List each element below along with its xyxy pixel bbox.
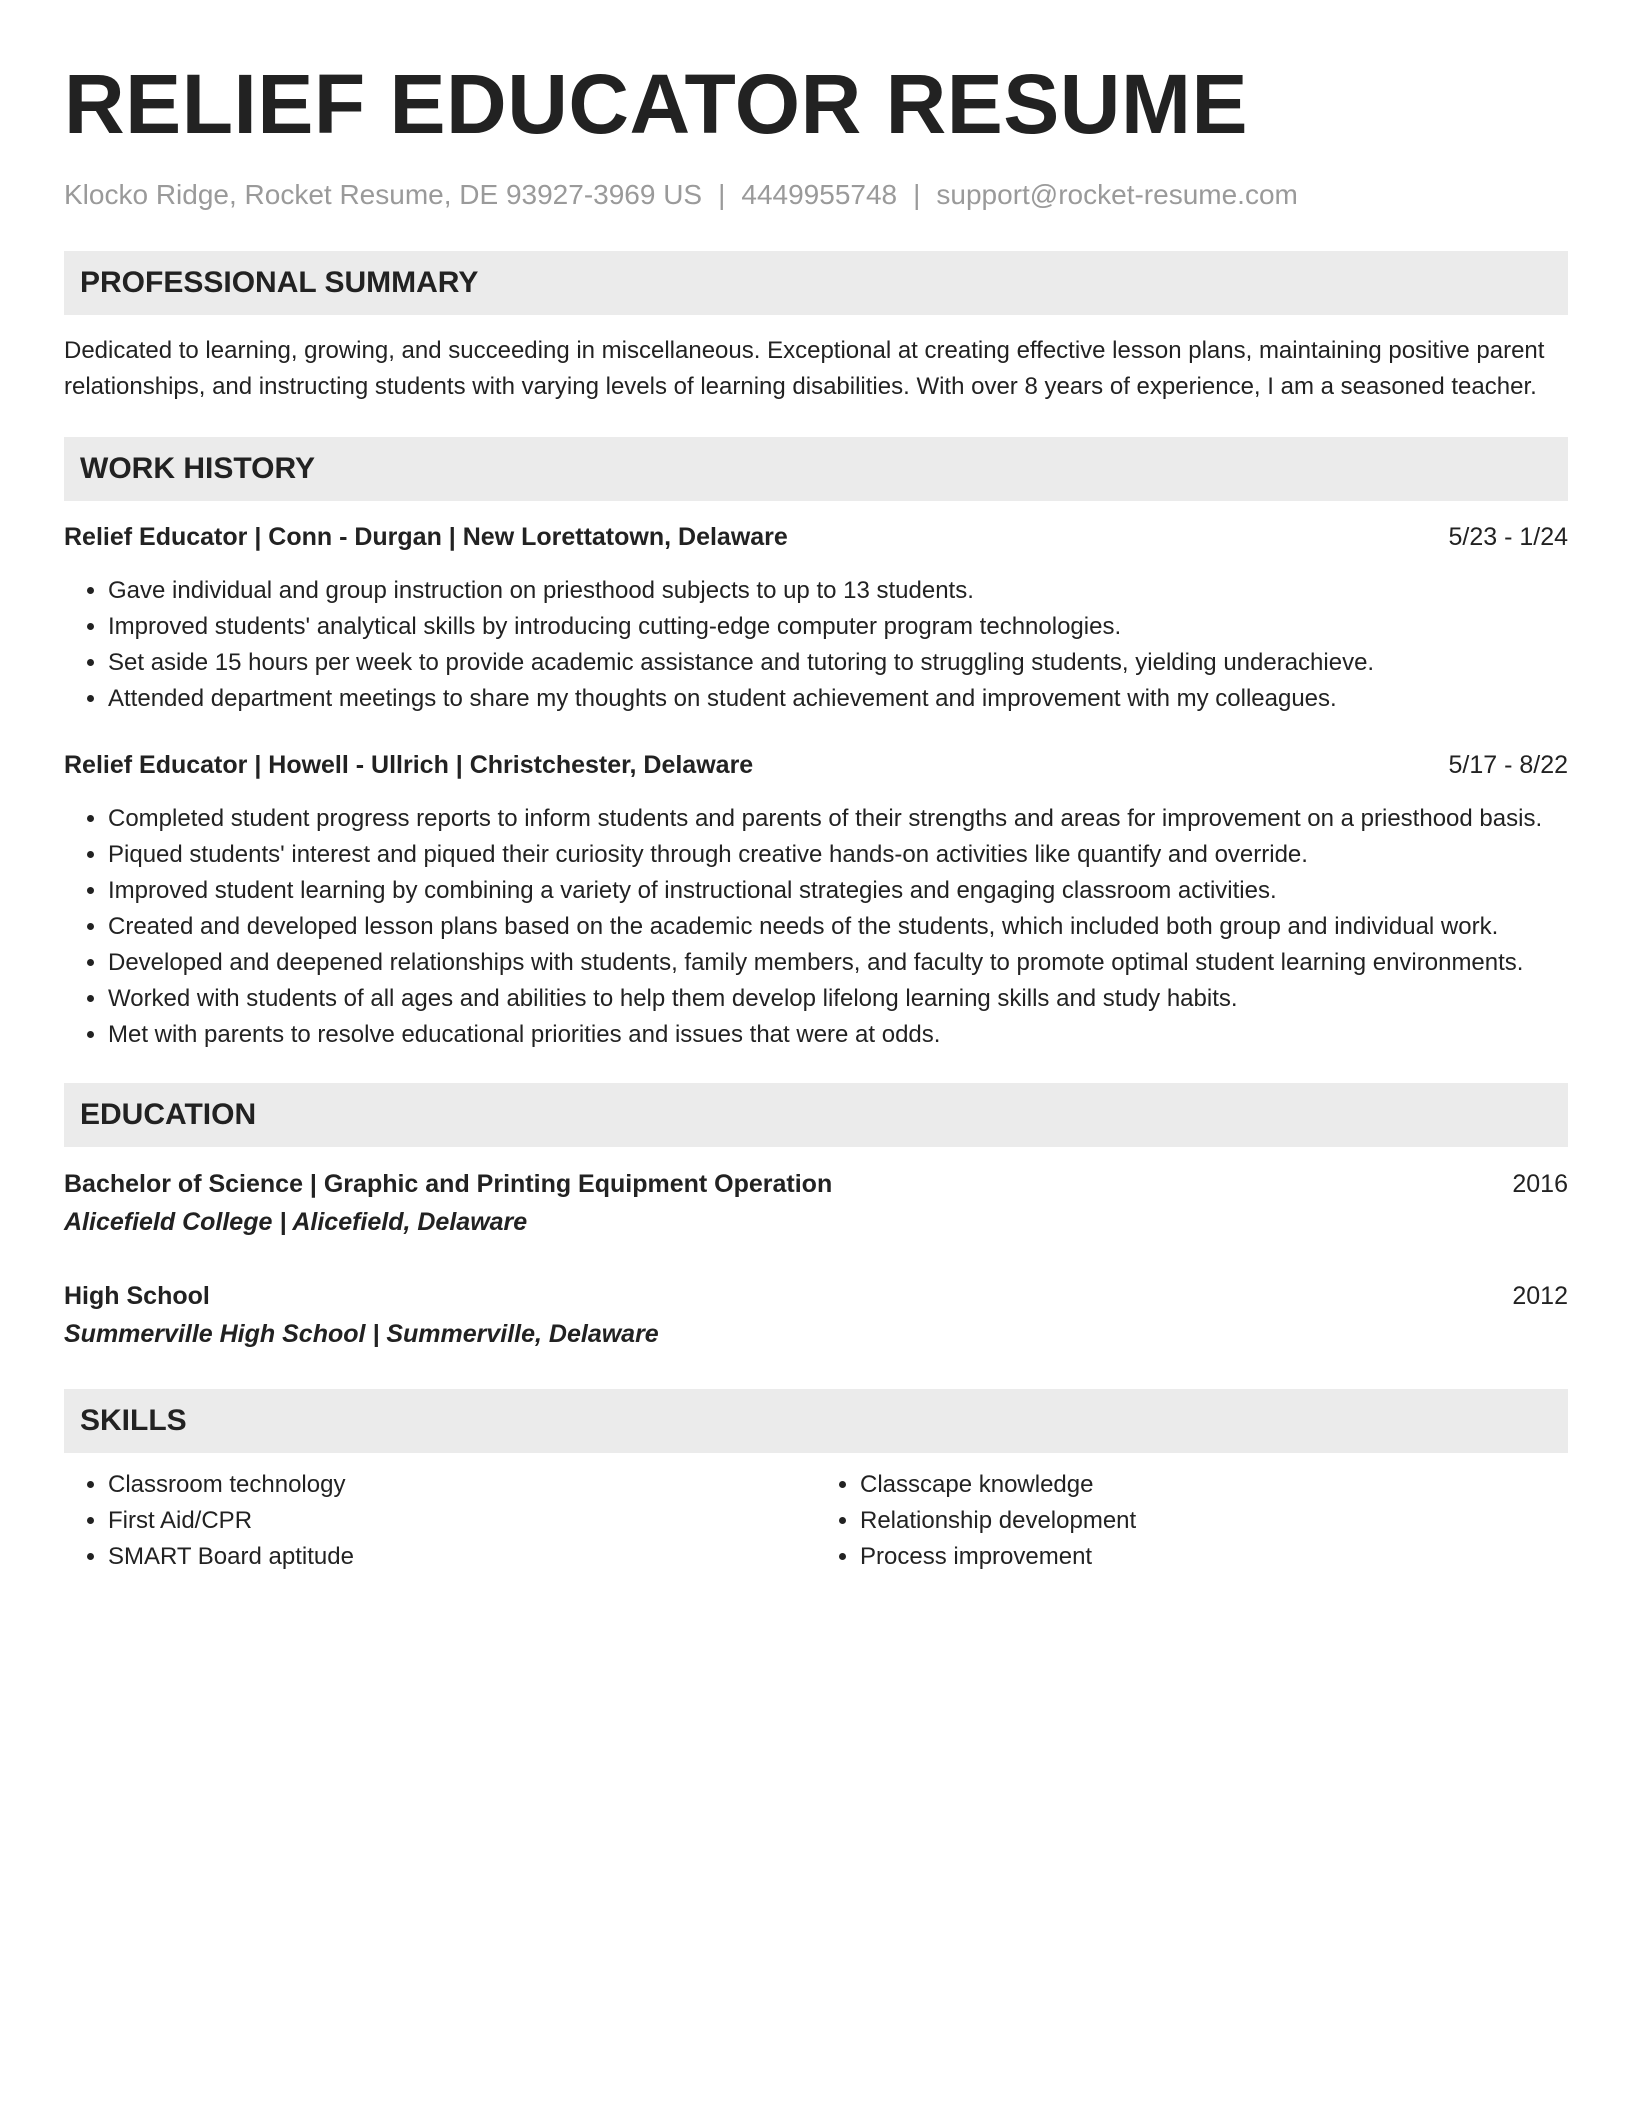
skill-item: • Classroom technology	[108, 1467, 816, 1503]
skill-item: • First Aid/CPR	[108, 1503, 816, 1539]
job-entry	[64, 519, 1568, 717]
job-title-line: Relief Educator | Conn - Durgan | New Lorettatown, Delaware	[64, 523, 788, 551]
contact-separator: |	[913, 179, 921, 210]
education-entry	[64, 1165, 1568, 1241]
job-header	[64, 747, 1568, 783]
education-year: 2012	[1512, 1282, 1568, 1310]
section-work-history	[64, 437, 1568, 1053]
education-degree: Bachelor of Science | Graphic and Printing Equipment Operation	[64, 1170, 833, 1198]
contact-address: Klocko Ridge, Rocket Resume, DE 93927-3969 US	[64, 179, 703, 210]
section-education	[64, 1083, 1568, 1353]
education-year: 2016	[1512, 1170, 1568, 1198]
job-bullet: • Met with parents to resolve educational priorities and issues that were at odds.	[108, 1017, 1568, 1053]
section-heading-skills: SKILLS	[64, 1389, 1568, 1453]
skills-list-left	[64, 1467, 816, 1575]
job-bullets	[64, 801, 1568, 1053]
education-entry	[64, 1277, 1568, 1353]
resume-title: RELIEF EDUCATOR RESUME	[64, 57, 1248, 151]
education-school: Alicefield College | Alicefield, Delaware	[64, 1208, 528, 1236]
job-bullet: • Attended department meetings to share my thoughts on student achievement and improvement with my colleagues.	[108, 681, 1568, 717]
contact-separator: |	[718, 179, 726, 210]
job-header	[64, 519, 1568, 555]
job-bullet: • Developed and deepened relationships with students, family members, and faculty to promote optimal student learning environments.	[108, 945, 1568, 981]
skills-list-right	[816, 1467, 1568, 1575]
education-degree: High School	[64, 1282, 210, 1310]
job-dates: 5/23 - 1/24	[1448, 523, 1568, 551]
section-summary	[64, 251, 1568, 405]
job-dates: 5/17 - 8/22	[1448, 751, 1568, 779]
job-bullet: • Improved students' analytical skills by introducing cutting-edge computer program technologies.	[108, 609, 1568, 645]
job-bullet: • Set aside 15 hours per week to provide academic assistance and tutoring to struggling students, yielding underachieve.	[108, 645, 1568, 681]
skill-item: • Relationship development	[860, 1503, 1568, 1539]
job-entry	[64, 747, 1568, 1053]
education-header	[64, 1277, 1568, 1315]
job-title-line: Relief Educator | Howell - Ullrich | Christchester, Delaware	[64, 751, 754, 779]
job-bullet: • Worked with students of all ages and abilities to help them develop lifelong learning skills and study habits.	[108, 981, 1568, 1017]
job-bullet: • Piqued students' interest and piqued their curiosity through creative hands-on activities like quantify and override.	[108, 837, 1568, 873]
contact-line	[64, 175, 1568, 215]
skills-columns	[64, 1467, 1568, 1575]
section-heading-work-history: WORK HISTORY	[64, 437, 1568, 501]
education-header	[64, 1165, 1568, 1203]
job-bullets	[64, 573, 1568, 717]
education-school: Summerville High School | Summerville, Delaware	[64, 1320, 659, 1348]
skill-item: • Process improvement	[860, 1539, 1568, 1575]
section-heading-summary: PROFESSIONAL SUMMARY	[64, 251, 1568, 315]
job-bullet: • Gave individual and group instruction on priesthood subjects to up to 13 students.	[108, 573, 1568, 609]
job-bullet: • Created and developed lesson plans based on the academic needs of the students, which included both group and individual work.	[108, 909, 1568, 945]
section-skills	[64, 1389, 1568, 1575]
contact-phone: 4449955748	[741, 179, 898, 210]
contact-email: support@rocket-resume.com	[936, 179, 1298, 210]
job-bullet: • Improved student learning by combining a variety of instructional strategies and engaging classroom activities.	[108, 873, 1568, 909]
job-bullet: • Completed student progress reports to inform students and parents of their strengths and areas for improvement on a priesthood basis.	[108, 801, 1568, 837]
skill-item: • SMART Board aptitude	[108, 1539, 816, 1575]
section-heading-education: EDUCATION	[64, 1083, 1568, 1147]
skill-item: • Classcape knowledge	[860, 1467, 1568, 1503]
summary-text: Dedicated to learning, growing, and succeeding in miscellaneous. Exceptional at creating effective lesson plans, maintaining positive parent relationships, and instructing students with varying levels of learning disabilities. With over 8 years of experience, I am a seasoned teacher.	[64, 337, 1545, 400]
